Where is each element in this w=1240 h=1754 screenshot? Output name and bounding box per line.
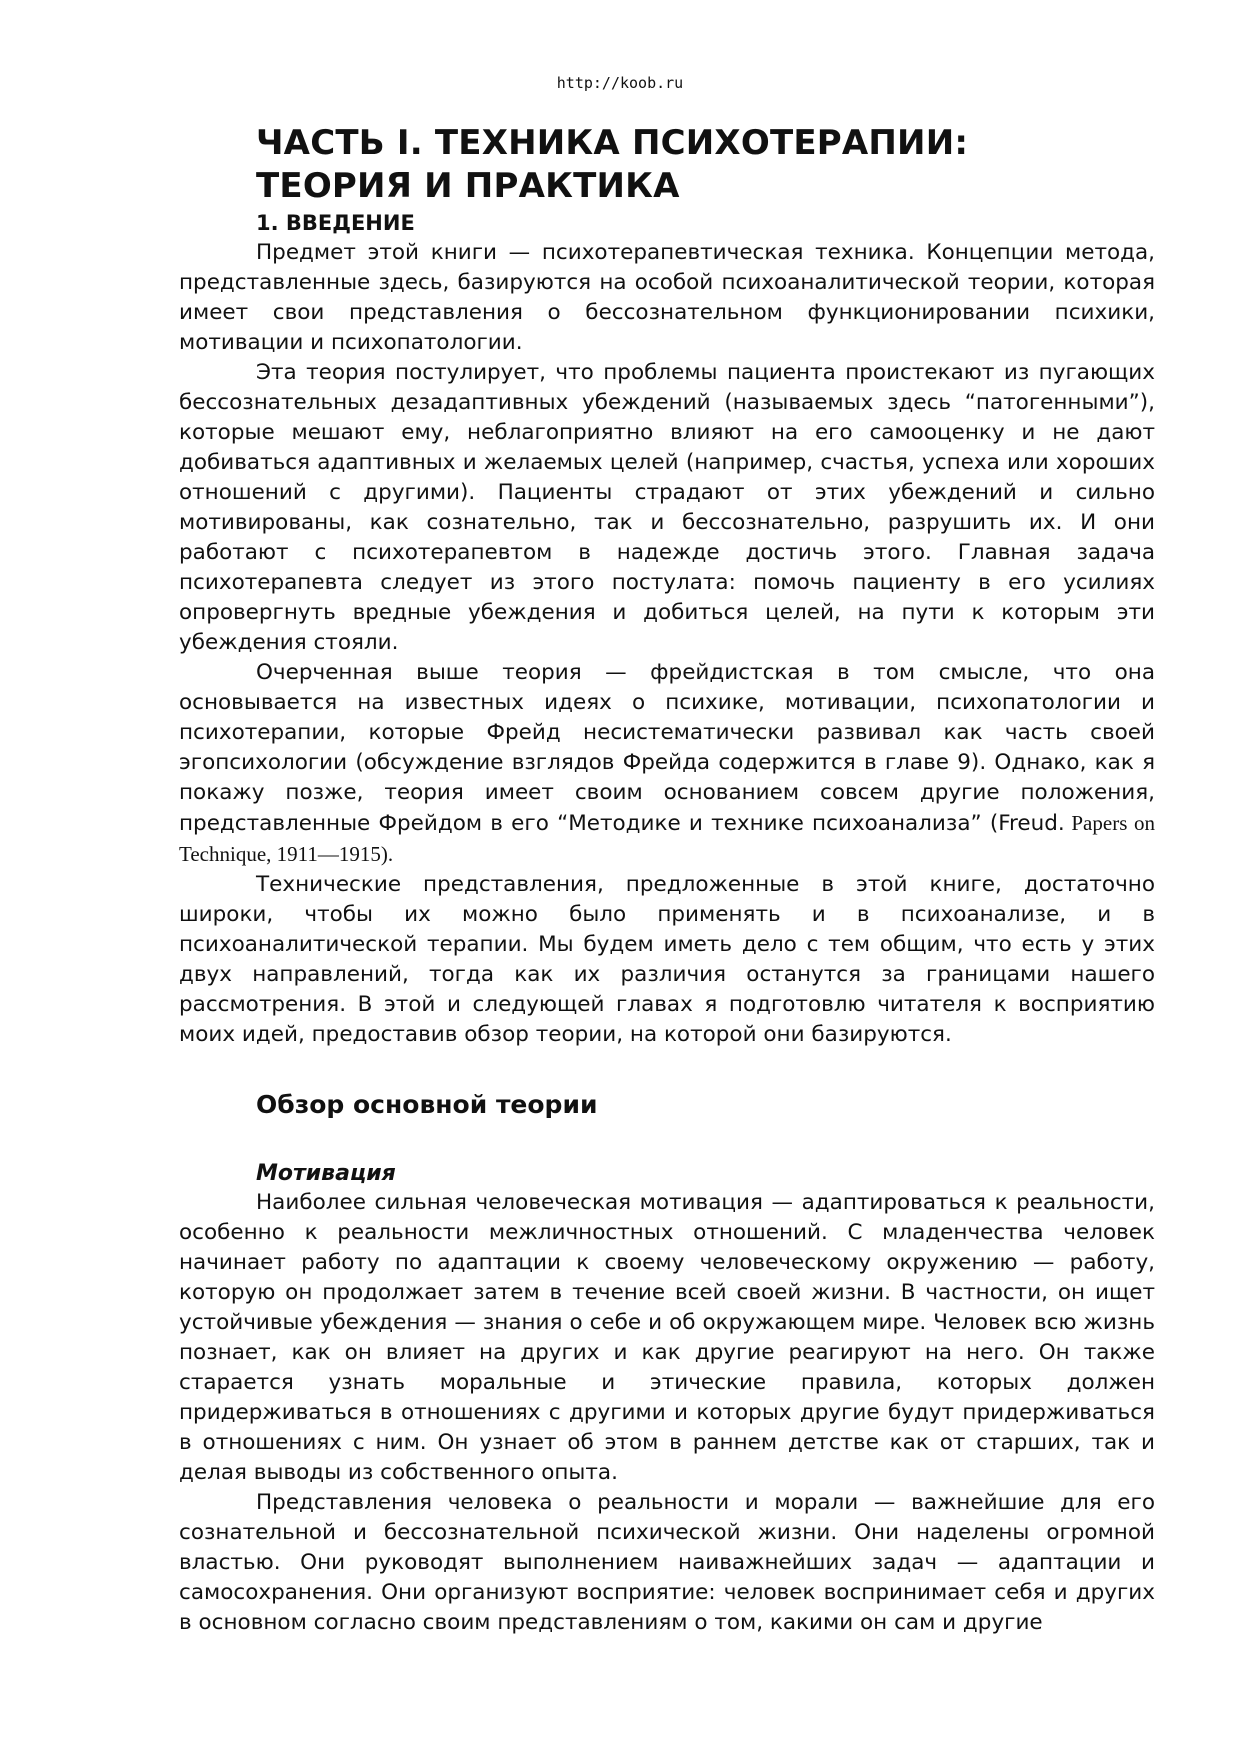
part-title-line2: ТЕОРИЯ И ПРАКТИКА	[256, 166, 680, 206]
citation: Papers on Technique, 1911—1915).	[179, 811, 1155, 866]
section-title: Обзор основной теории	[256, 1090, 598, 1119]
part-title-line1: ЧАСТЬ I. ТЕХНИКА ПСИХОТЕРАПИИ:	[256, 123, 969, 163]
paragraph-3-text: Очерченная выше теория — фрейдистская в том смысле, что она основывается на известных идеях о психике, мотивации, психопатологии и психотерапии, которые Фрейд несистематически развивал как часть своей эгопсихологии (обсуждение взглядов Фрейда содержится в главе 9). Однако, как я покажу позже, теория имеет своим основанием совсем другие положения, представленные Фрейдом в его “Методике и технике психоанализа” (Freud.	[179, 660, 1155, 836]
paragraph-3	[179, 658, 1155, 870]
chapter-title: 1. ВВЕДЕНИЕ	[256, 211, 415, 235]
header-url: http://koob.ru	[556, 74, 684, 92]
page-content	[179, 122, 1155, 1638]
paragraph-4: Технические представления, предложенные в этой книге, достаточно широки, чтобы их можно было применять и в психоанализе, и в психоаналитической терапии. Мы будем иметь дело с тем общим, что есть у этих двух направлений, тогда как их различия останутся за границами нашего рассмотрения. В этой и следующей главах я подготовлю читателя к восприятию моих идей, предоставив обзор теории, на которой они базируются.	[179, 872, 1155, 1047]
paragraph-2: Эта теория постулирует, что проблемы пациента проистекают из пугающих бессознательных дезадаптивных убеждений (называемых здесь “патогенными”), которые мешают ему, неблагоприятно влияют на его самооценку и не дают добиваться адаптивных и желаемых целей (например, счастья, успеха или хороших отношений с другими). Пациенты страдают от этих убеждений и сильно мотивированы, как сознательно, так и бессознательно, разрушить их. И они работают с психотерапевтом в надежде достичь этого. Главная задача психотерапевта следует из этого постулата: помочь пациенту в его усилиях опровергнуть вредные убеждения и добиться целей, на пути к которым эти убеждения стояли.	[179, 360, 1155, 655]
part-title	[179, 122, 1155, 208]
paragraph-1: Предмет этой книги — психотерапевтическая техника. Концепции метода, представленные здесь, базируются на особой психоаналитической теории, которая имеет свои представления о бессознательном функционировании психики, мотивации и психопатологии.	[179, 240, 1155, 355]
paragraph-5: Наиболее сильная человеческая мотивация — адаптироваться к реальности, особенно к реальности межличностных отношений. С младенчества человек начинает работу по адаптации к своему человеческому окружению — работу, которую он продолжает затем в течение всей своей жизни. В частности, он ищет устойчивые убеждения — знания о себе и об окружающем мире. Человек всю жизнь познает, как он влияет на других и как другие реагируют на него. Он также старается узнать моральные и этические правила, которых должен придерживаться в отношениях с другими и которых другие будут придерживаться в отношениях с ним. Он узнает об этом в раннем детстве как от старших, так и делая выводы из собственного опыта.	[179, 1190, 1155, 1485]
subsection-title: Мотивация	[256, 1161, 396, 1186]
paragraph-6: Представления человека о реальности и морали — важнейшие для его сознательной и бессознательной психической жизни. Они наделены огромной властью. Они руководят выполнением наиважнейших задач — адаптации и самосохранения. Они организуют восприятие: человек воспринимает себя и других в основном согласно своим представлениям о том, какими он сам и другие	[179, 1490, 1155, 1635]
